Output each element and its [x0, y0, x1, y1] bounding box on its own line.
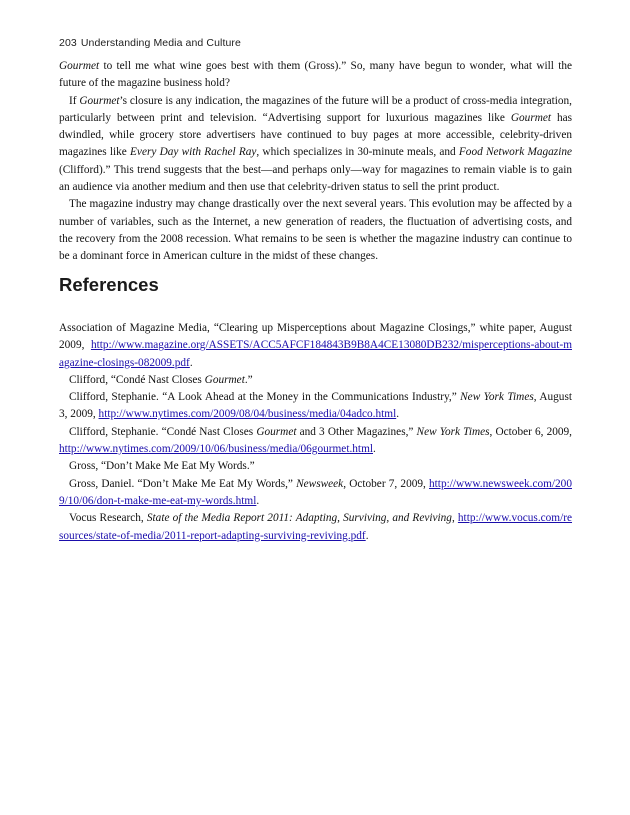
book-title: Understanding Media and Culture	[80, 37, 241, 49]
reference-link[interactable]: http://www.newsweek.com/2009/10/06/don-t-make-me-eat-my-words.html	[59, 477, 572, 507]
emphasis: Every Day with Rachel Ray	[130, 146, 257, 159]
emphasis: Gourmet	[79, 94, 120, 107]
text-run: .	[373, 443, 376, 456]
text-run: .	[396, 408, 400, 421]
running-header	[59, 37, 241, 49]
reference-link[interactable]: http://www.magazine.org/ASSETS/ACC5AFCF184843B9B8A4CE13080DB232/misperceptions-about-magazine-closings-082009.pdf	[59, 339, 572, 369]
text-run: ’s closure is any indication, the magazines of the future will be a product of cross-media integration, particularly between print and television. “Advertising support for luxurious magazines like	[59, 94, 572, 124]
reference-link[interactable]: http://www.nytimes.com/2009/10/06/business/media/06gourmet.html	[59, 443, 373, 456]
reference-link[interactable]: http://www.vocus.com/resources/state-of-media/2011-report-adapting-surviving-reviving.pdf	[59, 512, 573, 542]
text-run: Clifford, “Condé Nast Closes	[69, 373, 205, 386]
text-run: .	[365, 529, 369, 542]
text-run: If	[69, 94, 80, 107]
text-run: Association of Magazine Media, “Clearing up Misperceptions about Magazine Closings,” white paper, August 2009,	[59, 322, 572, 352]
emphasis: New York Times	[416, 425, 490, 438]
paragraph-1	[59, 58, 572, 93]
text-run: ,	[451, 512, 458, 525]
text-run: to tell me what wine goes best with them (Gross).” So, many have begun to wonder, what will the future of the magazine business hold?	[59, 60, 572, 90]
page-number: 203	[59, 37, 77, 49]
text-run: , October 7, 2009,	[343, 477, 430, 490]
emphasis: State of the Media Report 2011: Adapting, Surviving, and Reviving	[146, 512, 452, 525]
text-run: , August 3, 2009,	[59, 391, 572, 421]
text-run: has dwindled, while grocery store advertisers have continued to buy pages at more accessible, celebrity-driven magazines like	[59, 111, 573, 159]
text-run: .”	[244, 373, 253, 386]
text-run: Clifford, Stephanie. “A Look Ahead at the Money in the Communications Industry,”	[69, 391, 461, 404]
emphasis: Gourmet	[256, 425, 297, 438]
text-run: The magazine industry may change drastically over the next several years. This evolution may be affected by a number of variables, such as the Internet, a new generation of readers, the fluctuation of advertising costs, and the recovery from the 2008 recession. What remains to be seen is whether the magazine industry can continue to be a dominant force in American culture in the midst of these changes.	[59, 198, 572, 263]
paragraph-2	[59, 93, 572, 197]
paragraph-3	[59, 196, 572, 265]
references-list	[59, 320, 572, 545]
emphasis: Newsweek	[296, 477, 344, 490]
reference-entry	[59, 424, 572, 459]
text-run: Vocus Research,	[69, 512, 147, 525]
reference-entry	[59, 389, 572, 424]
references-heading: References	[59, 274, 159, 295]
emphasis: Gourmet	[510, 111, 552, 124]
text-run: , October 6, 2009,	[489, 425, 572, 438]
reference-link[interactable]: http://www.nytimes.com/2009/08/04/business/media/04adco.html	[98, 408, 397, 421]
text-run: and 3 Other Magazines,”	[296, 425, 417, 438]
reference-entry	[59, 458, 572, 475]
text-run: Gross, “Don’t Make Me Eat My Words.”	[69, 460, 255, 473]
text-run: .	[189, 356, 193, 369]
reference-entry	[59, 476, 572, 511]
reference-entry	[59, 320, 572, 372]
emphasis: Food Network Magazine	[458, 146, 572, 159]
body-text	[59, 58, 572, 266]
emphasis: New York Times	[460, 391, 534, 404]
text-run: .	[256, 494, 260, 507]
text-run: Clifford, Stephanie. “Condé Nast Closes	[69, 425, 257, 438]
text-run: (Clifford).” This trend suggests that the best—and perhaps only—way for magazines to remain viable is to gain an audience via another medium and then use that celebrity-driven status to sell the print product.	[59, 163, 572, 194]
text-run: , which specializes in 30-minute meals, and	[256, 146, 459, 159]
reference-entry	[59, 510, 572, 545]
emphasis: Gourmet	[59, 60, 100, 72]
reference-entry	[59, 372, 572, 389]
text-run: Gross, Daniel. “Don’t Make Me Eat My Words,”	[69, 477, 297, 490]
emphasis: Gourmet	[204, 373, 245, 386]
